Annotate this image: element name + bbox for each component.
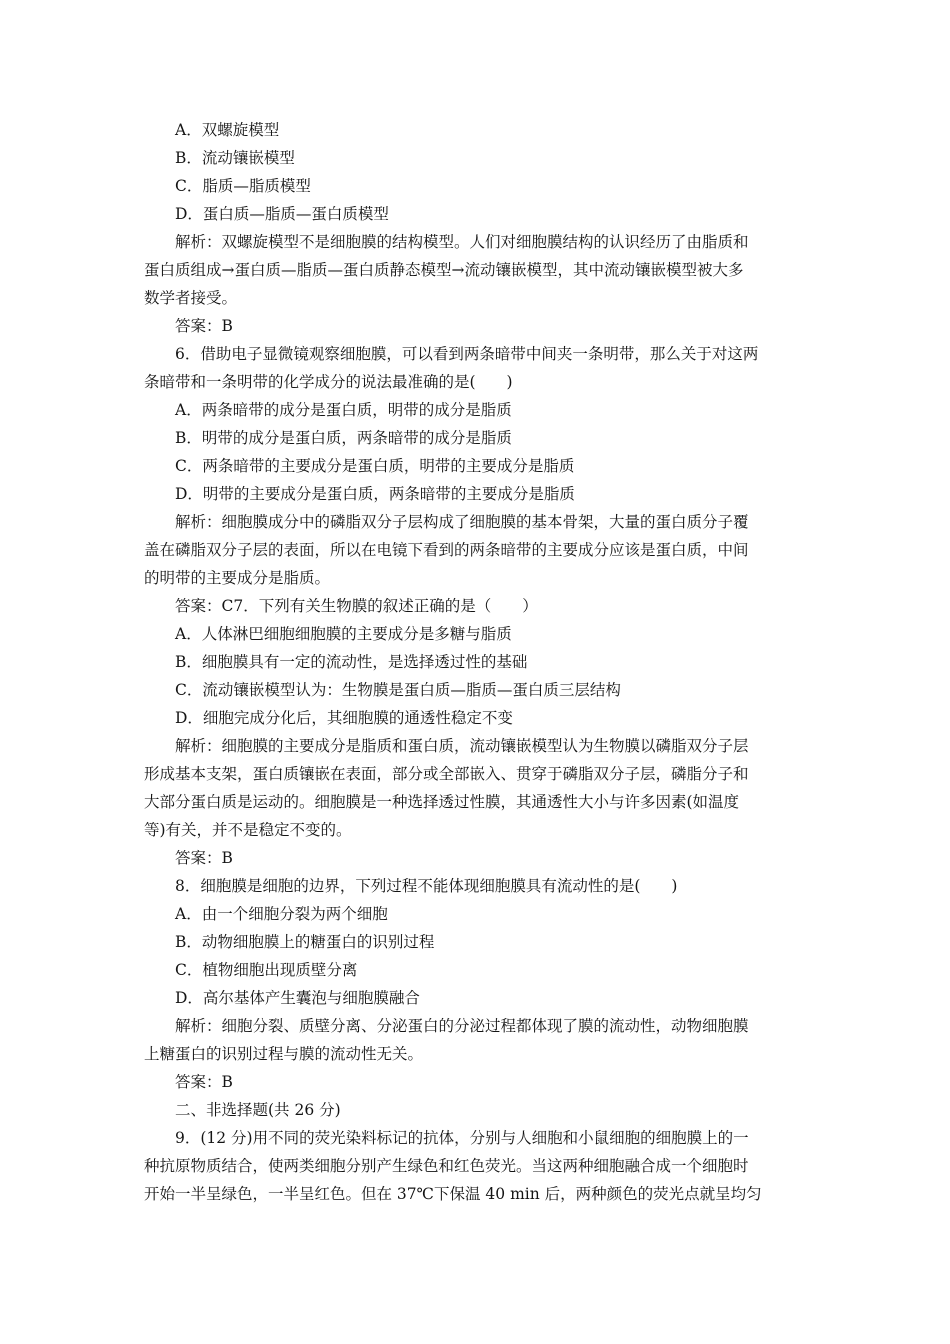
- q7-option-d: D．细胞完成分化后，其细胞膜的通透性稳定不变: [175, 709, 513, 727]
- q5-analysis: [144, 228, 810, 312]
- q8-analysis: [144, 1012, 810, 1068]
- q9-stem-line: 开始一半呈绿色，一半呈红色。但在 37℃下保温 40 min 后，两种颜色的荧光点就呈均匀: [144, 1185, 762, 1203]
- q5-analysis-line: 数学者接受。: [144, 289, 238, 307]
- q5-analysis-line: 解析：双螺旋模型不是细胞膜的结构模型。人们对细胞膜结构的认识经历了由脂质和: [175, 233, 749, 251]
- q8-option-b: B．动物细胞膜上的糖蛋白的识别过程: [175, 933, 435, 951]
- q6-option-b: B．明带的成分是蛋白质，两条暗带的成分是脂质: [175, 429, 512, 447]
- q9-stem-line: 9．(12 分)用不同的荧光染料标记的抗体，分别与人细胞和小鼠细胞的细胞膜上的一: [175, 1129, 749, 1147]
- section-title: 二、非选择题(共 26 分): [175, 1101, 341, 1119]
- document-page: [144, 116, 810, 1208]
- q7-option-a: A．人体淋巴细胞细胞膜的主要成分是多糖与脂质: [175, 625, 512, 643]
- q8-option-a: A．由一个细胞分裂为两个细胞: [175, 905, 388, 923]
- q5-option-d: D．蛋白质—脂质—蛋白质模型: [175, 205, 389, 223]
- q7-analysis-line: 解析：细胞膜的主要成分是脂质和蛋白质，流动镶嵌模型认为生物膜以磷脂双分子层: [175, 737, 749, 755]
- q7-analysis-line: 等)有关，并不是稳定不变的。: [144, 821, 352, 839]
- q8-answer: 答案：B: [175, 1073, 233, 1091]
- q8-option-c: C．植物细胞出现质壁分离: [175, 961, 358, 979]
- q8-analysis-line: 解析：细胞分裂、质壁分离、分泌蛋白的分泌过程都体现了膜的流动性，动物细胞膜: [175, 1017, 749, 1035]
- q6-analysis-line: 盖在磷脂双分子层的表面，所以在电镜下看到的两条暗带的主要成分应该是蛋白质，中间: [144, 541, 749, 559]
- q6-stem: [144, 340, 810, 396]
- q6-stem-line: 6．借助电子显微镜观察细胞膜，可以看到两条暗带中间夹一条明带，那么关于对这两: [175, 345, 759, 363]
- q8-stem: 8．细胞膜是细胞的边界，下列过程不能体现细胞膜具有流动性的是( ): [175, 877, 678, 895]
- q5-analysis-line: 蛋白质组成→蛋白质—脂质—蛋白质静态模型→流动镶嵌模型，其中流动镶嵌模型被大多: [144, 261, 744, 279]
- q6-option-c: C．两条暗带的主要成分是蛋白质，明带的主要成分是脂质: [175, 457, 575, 475]
- q5-option-c: C．脂质—脂质模型: [175, 177, 311, 195]
- q8-option-d: D．高尔基体产生囊泡与细胞膜融合: [175, 989, 420, 1007]
- q6-stem-line: 条暗带和一条明带的化学成分的说法最准确的是( ): [144, 373, 513, 391]
- q6-option-d: D．明带的主要成分是蛋白质，两条暗带的主要成分是脂质: [175, 485, 575, 503]
- q7-answer: 答案：B: [175, 849, 233, 867]
- q9-stem-line: 种抗原物质结合，使两类细胞分别产生绿色和红色荧光。当这两种细胞融合成一个细胞时: [144, 1157, 749, 1175]
- q8-analysis-line: 上糖蛋白的识别过程与膜的流动性无关。: [144, 1045, 424, 1063]
- q6-analysis-line: 的明带的主要成分是脂质。: [144, 569, 331, 587]
- q6-analysis: [144, 508, 810, 592]
- q7-option-b: B．细胞膜具有一定的流动性，是选择透过性的基础: [175, 653, 528, 671]
- q9-stem: [144, 1124, 810, 1208]
- q7-analysis: [144, 732, 810, 844]
- q7-option-c: C．流动镶嵌模型认为：生物膜是蛋白质—脂质—蛋白质三层结构: [175, 681, 621, 699]
- q6-analysis-line: 解析：细胞膜成分中的磷脂双分子层构成了细胞膜的基本骨架，大量的蛋白质分子覆: [175, 513, 749, 531]
- q5-option-b: B．流动镶嵌模型: [175, 149, 295, 167]
- q7-analysis-line: 大部分蛋白质是运动的。细胞膜是一种选择透过性膜，其通透性大小与许多因素(如温度: [144, 793, 740, 811]
- q7-analysis-line: 形成基本支架，蛋白质镶嵌在表面，部分或全部嵌入、贯穿于磷脂双分子层，磷脂分子和: [144, 765, 749, 783]
- q6-answer-q7-stem: 答案：C7．下列有关生物膜的叙述正确的是（ ）: [175, 597, 538, 615]
- q5-answer: 答案：B: [175, 317, 233, 335]
- q5-option-a: A．双螺旋模型: [175, 121, 280, 139]
- q6-option-a: A．两条暗带的成分是蛋白质，明带的成分是脂质: [175, 401, 512, 419]
